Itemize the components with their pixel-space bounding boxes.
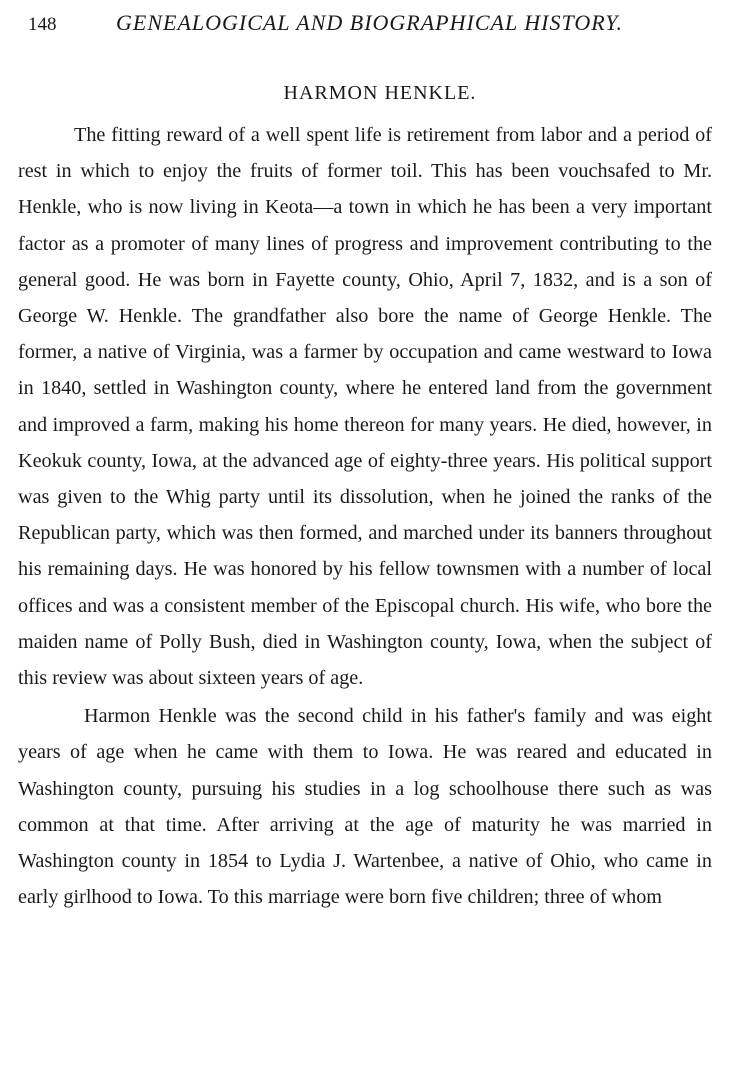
paragraph-1: The fitting reward of a well spent life is retirement from labor and a period of rest in which to enjoy the fruits of former toil. This has been vouchsafed to Mr. Henkle, who is now living in Keota—a town in which he has been a very important factor as a promoter of many lines of progress and improvement contributing to the general good. He was born in Fayette county, Ohio, April 7, 1832, and is a son of George W. Henkle. The grandfather also bore the name of George Henkle. The former, a native of Virginia, was a farmer by occupation and came westward to Iowa in 1840, settled in Washington county, where he entered land from the government and improved a farm, making his home thereon for many years. He died, however, in Keokuk county, Iowa, at the advanced age of eighty-three years. His political support was given to the Whig party until its dissolution, when he joined the ranks of the Republican party, which was then formed, and marched under its banners throughout his remaining days. He was honored by his fellow townsmen with a number of local offices and was a consistent member of the Episcopal church. His wife, who bore the maiden name of Polly Bush, died in Washington county, Iowa, when the subject of this review was about sixteen years of age. [18,124,712,690]
paragraph-2: Harmon Henkle was the second child in his father's family and was eight years of age when he came with them to Iowa. He was reared and educated in Washington county, pursuing his studies in a log schoolhouse there such as was common at that time. After arriving at the age of maturity he was married in Washington county in 1854 to Lydia J. Wartenbee, a native of Ohio, who came in early girlhood to Iowa. To this marriage were born five children; three of whom [18,705,712,909]
article-title: HARMON HENKLE. [283,82,477,104]
running-head [18,10,712,46]
page-number: 148 [28,14,57,35]
running-title: GENEALOGICAL AND BIOGRAPHICAL HISTORY. [116,10,623,35]
